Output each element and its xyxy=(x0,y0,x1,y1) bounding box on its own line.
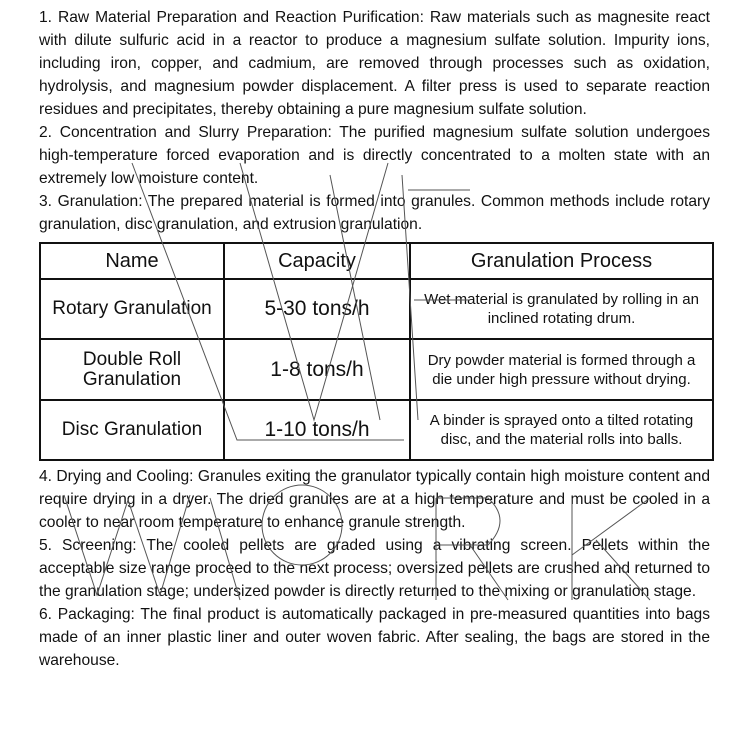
paragraph-raw-material: 1. Raw Material Preparation and Reaction Purification: Raw materials such as magnesite react with dilute sulfuric acid in a reactor to produce a magnesium sulfate solution. Impurity ions, including iron, copper, and cadmium, are removed through processes such as oxidation, hydrolysis, and magnesium powder displacement. A filter press is used to separate reaction residues and precipitates, thereby obtaining a pure magnesium sulfate solution. xyxy=(39,9,710,118)
paragraph-granulation: 3. Granulation: The prepared material is formed into granules. Common methods include rotary granulation, disc granulation, and extrusion granulation. xyxy=(39,193,710,233)
cell-process: A binder is sprayed onto a tilted rotating disc, and the material rolls into balls. xyxy=(410,400,713,460)
paragraph-drying-cooling: 4. Drying and Cooling: Granules exiting the granulator typically contain high moisture content and require drying in a dryer. The dried granules are at a high temperature and must be cooled in a cooler to near room temperature to enhance granule strength. xyxy=(39,468,710,531)
cell-capacity: 1-8 tons/h xyxy=(224,339,410,400)
table-row xyxy=(40,279,713,339)
cell-name: Rotary Granulation xyxy=(40,279,224,339)
paragraph-screening: 5. Screening: The cooled pellets are graded using a vibrating screen. Pellets within the acceptable size range proceed to the next process; oversized pellets are crushed and returned to the granulation stage; undersized powder is directly returned to the mixing or granulation stage. xyxy=(39,537,710,600)
cell-capacity: 5-30 tons/h xyxy=(224,279,410,339)
cell-process: Dry powder material is formed through a die under high pressure without drying. xyxy=(410,339,713,400)
cell-capacity: 1-10 tons/h xyxy=(224,400,410,460)
header-capacity: Capacity xyxy=(224,243,410,279)
granulation-methods-table xyxy=(39,242,714,461)
table-row xyxy=(40,339,713,400)
paragraph-packaging: 6. Packaging: The final product is automatically packaged in pre-measured quantities into bags made of an inner plastic liner and outer woven fabric. After sealing, the bags are stored in the warehouse. xyxy=(39,606,710,669)
table-row xyxy=(40,400,713,460)
header-process: Granulation Process xyxy=(410,243,713,279)
table-header-row xyxy=(40,243,713,279)
cell-name: Disc Granulation xyxy=(40,400,224,460)
cell-process: Wet material is granulated by rolling in an inclined rotating drum. xyxy=(410,279,713,339)
paragraph-concentration: 2. Concentration and Slurry Preparation: The purified magnesium sulfate solution undergoes high-temperature forced evaporation and is directly concentrated to a molten state with an extremely low moisture content. xyxy=(39,124,710,187)
cell-name: Double Roll Granulation xyxy=(40,339,224,400)
header-name: Name xyxy=(40,243,224,279)
